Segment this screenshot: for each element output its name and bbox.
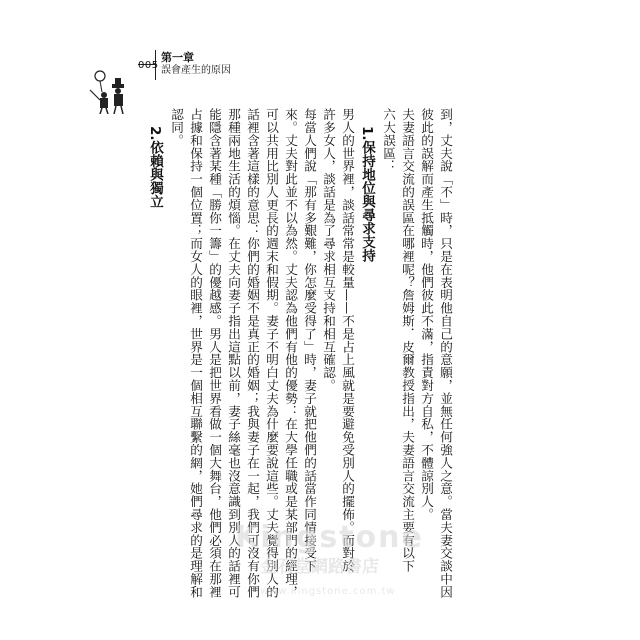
- body-column-12: 能隱含著某種「勝你一籌」的優越感。男人是把世界看做一個大舞台，他們必須在那裡: [207, 108, 222, 599]
- body-column-6: 許多女人，談話是為了尋求相互支持和相互確認。: [321, 108, 336, 392]
- body-column-7: 每當人們說「那有多艱難，你怎麼受得了」時，妻子就把他們的話當作同情接受下: [302, 108, 317, 573]
- section-heading-1: 1.保持地位與尋求支持: [359, 126, 375, 263]
- chapter-label: 第一章: [161, 51, 194, 64]
- watermark-store-name: 金石堂網路書店: [260, 557, 379, 577]
- body-column-3: 夫妻語言交流的誤區在哪裡呢？詹姆斯．皮爾教授指出，夫妻語言交流主要有以下: [400, 108, 415, 573]
- body-column-4: 六大誤區：: [381, 108, 396, 173]
- figures-illustration: [88, 70, 138, 114]
- body-column-11: 那種兩地生活的煩惱。在丈夫向妻子指出這點以前，妻子絲毫也沒意識到別人的話裡可: [226, 108, 241, 599]
- watermark-logo: Kingstone: [235, 520, 424, 555]
- body-column-5: 男人的世界裡，談話常常是較量——不是占上風就是要避免受別人的擺佈。而對於: [340, 108, 355, 573]
- page-number: 005: [138, 60, 159, 71]
- chapter-title: 誤會產生的原因: [161, 65, 231, 76]
- body-column-14: 認同。: [169, 108, 184, 147]
- body-column-1: 到，丈夫說「不」時，只是在表明他自己的意願，並無任何強人之意。當夫妻交談中因: [438, 108, 453, 599]
- body-column-2: 彼此的誤解而產生抵觸時，他們彼此不滿，指責對方自私，不體諒別人。: [419, 108, 434, 521]
- body-column-8: 來。丈夫對此並不以為然。丈夫認為他們有他的優勢：在大學任職或是某部門的經理，: [283, 108, 298, 599]
- watermark-url: www.kingstone.com.tw: [260, 586, 396, 597]
- body-column-10: 話裡含著這樣的意思：你們的婚姻不是真正的婚姻；我與妻子在一起，我們可沒有你們: [245, 108, 260, 599]
- body-column-13: 占據和保持一個位置；而女人的眼裡，世界是一個相互聯繫的網，她們尋求的是理解和: [188, 108, 203, 599]
- body-column-9: 可以共用比別人更長的週末和假期。妻子不明白丈夫為什麼要說這些。丈夫覺得別人的: [264, 108, 279, 599]
- section-heading-2: 2.依賴與獨立: [147, 126, 163, 209]
